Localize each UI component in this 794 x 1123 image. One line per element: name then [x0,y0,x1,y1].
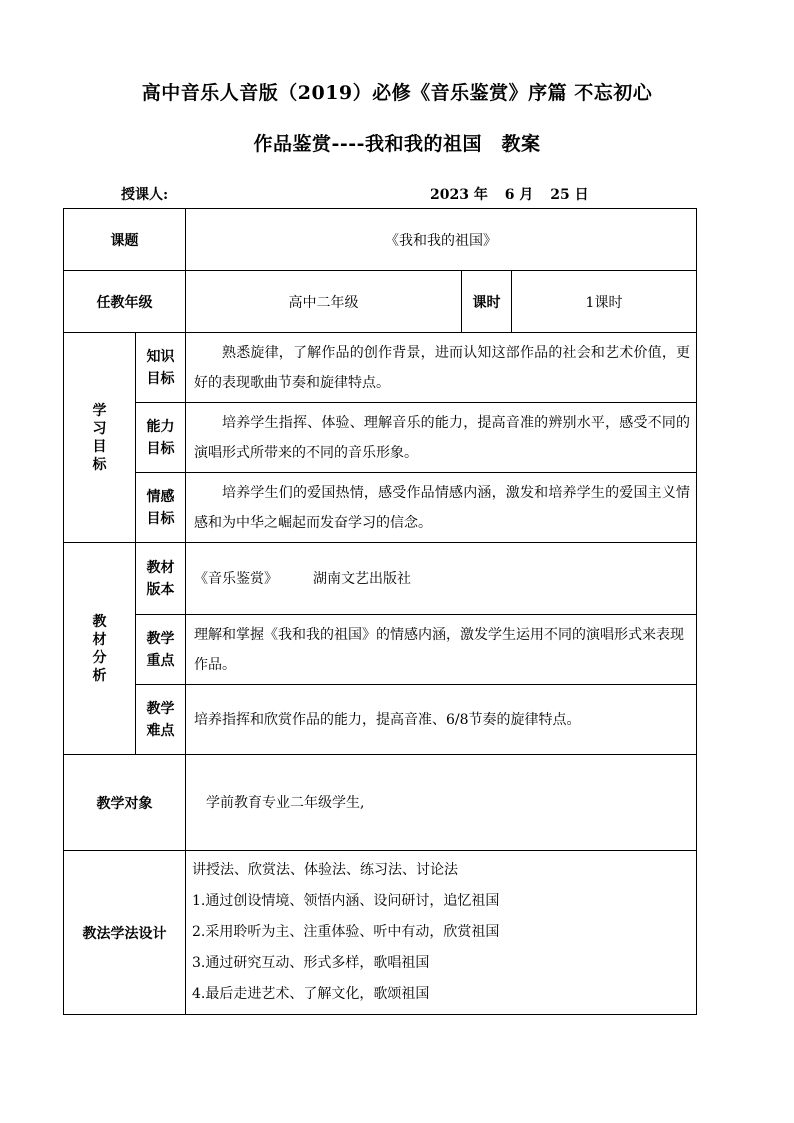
methods-list [186,851,697,1015]
label-line: 教材 [146,559,175,576]
method-item: 2.采用聆听为主、注重体验、听中有动，欣赏祖国 [192,924,500,940]
row-material-edition [64,543,697,615]
key-points-label [136,615,186,685]
row-audience [64,755,697,851]
method-item: 4.最后走进艺术、了解文化，歌颂祖国 [192,986,430,1002]
label-line: 情感 [146,488,175,505]
key-points-text: 理解和掌握《我和我的祖国》的情感内涵，激发学生运用不同的演唱形式来表现作品。 [186,615,697,685]
row-knowledge-goal [64,333,697,403]
label-char: 习 [92,420,107,437]
material-analysis-label [64,543,136,755]
label-char: 分 [92,649,107,666]
label-char: 析 [92,667,107,684]
label-line: 目标 [146,440,175,457]
emotion-goal-text: 培养学生们的爱国热情，感受作品情感内涵，激发和培养学生的爱国主义情感和为中华之崛起而发奋学习的信念。 [186,473,697,543]
edition-label [136,543,186,615]
label-line: 版本 [146,581,175,598]
label-line: 知识 [146,348,175,365]
label-char: 学 [92,402,107,419]
label-char: 目 [92,438,107,455]
label-line: 能力 [146,418,175,435]
document-title-line2: 作品鉴赏----我和我的祖国 教案 [253,133,541,155]
label-line: 目标 [146,510,175,527]
lesson-date [430,184,589,204]
date-year: 2023 年 [430,187,488,203]
method-item: 讲授法、欣赏法、体验法、练习法、讨论法 [192,862,458,878]
difficulties-text: 培养指挥和欣赏作品的能力，提高音准、6/8节奏的旋律特点。 [186,685,697,755]
label-line: 目标 [146,370,175,387]
ability-goal-text: 培养学生指挥、体验、理解音乐的能力，提高音准的辨别水平，感受不同的演唱形式所带来的不同的音乐形象。 [186,403,697,473]
knowledge-goal-label [136,333,186,403]
date-day: 25 日 [550,187,589,203]
document-title-line1: 高中音乐人音版（2019）必修《音乐鉴赏》序篇 不忘初心 [141,82,653,104]
label-line: 教学 [146,700,175,717]
method-item: 3.通过研究互动、形式多样，歌唱祖国 [192,955,430,971]
edition-text: 《音乐鉴赏》 湖南文艺出版社 [186,543,697,615]
audience-value: 学前教育专业二年级学生, [186,755,697,851]
difficulties-label [136,685,186,755]
label-line: 重点 [146,652,175,669]
learning-goals-label [64,333,136,543]
row-difficulties [64,685,697,755]
topic-value: 《我和我的祖国》 [186,209,697,271]
methods-label: 教法学法设计 [64,851,186,1015]
row-key-points [64,615,697,685]
label-line: 难点 [146,722,175,739]
label-line: 教学 [146,630,175,647]
grade-value: 高中二年级 [186,271,462,333]
emotion-goal-label [136,473,186,543]
label-char: 教 [92,613,107,630]
method-item: 1.通过创设情境、领悟内涵、设问研讨，追忆祖国 [192,893,500,909]
teacher-label: 授课人: [121,187,169,203]
audience-label: 教学对象 [64,755,186,851]
row-ability-goal [64,403,697,473]
knowledge-goal-text: 熟悉旋律，了解作品的创作背景，进而认知这部作品的社会和艺术价值，更好的表现歌曲节奏和旋律特点。 [186,333,697,403]
lesson-plan-table [63,208,697,1015]
row-topic [64,209,697,271]
row-methods [64,851,697,1015]
topic-label: 课题 [64,209,186,271]
label-char: 标 [92,456,107,473]
hours-label: 课时 [462,271,512,333]
date-month: 6 月 [504,187,534,203]
label-char: 材 [92,631,107,648]
hours-value: 1课时 [512,271,697,333]
row-grade [64,271,697,333]
row-emotion-goal [64,473,697,543]
grade-label: 任教年级 [64,271,186,333]
ability-goal-label [136,403,186,473]
